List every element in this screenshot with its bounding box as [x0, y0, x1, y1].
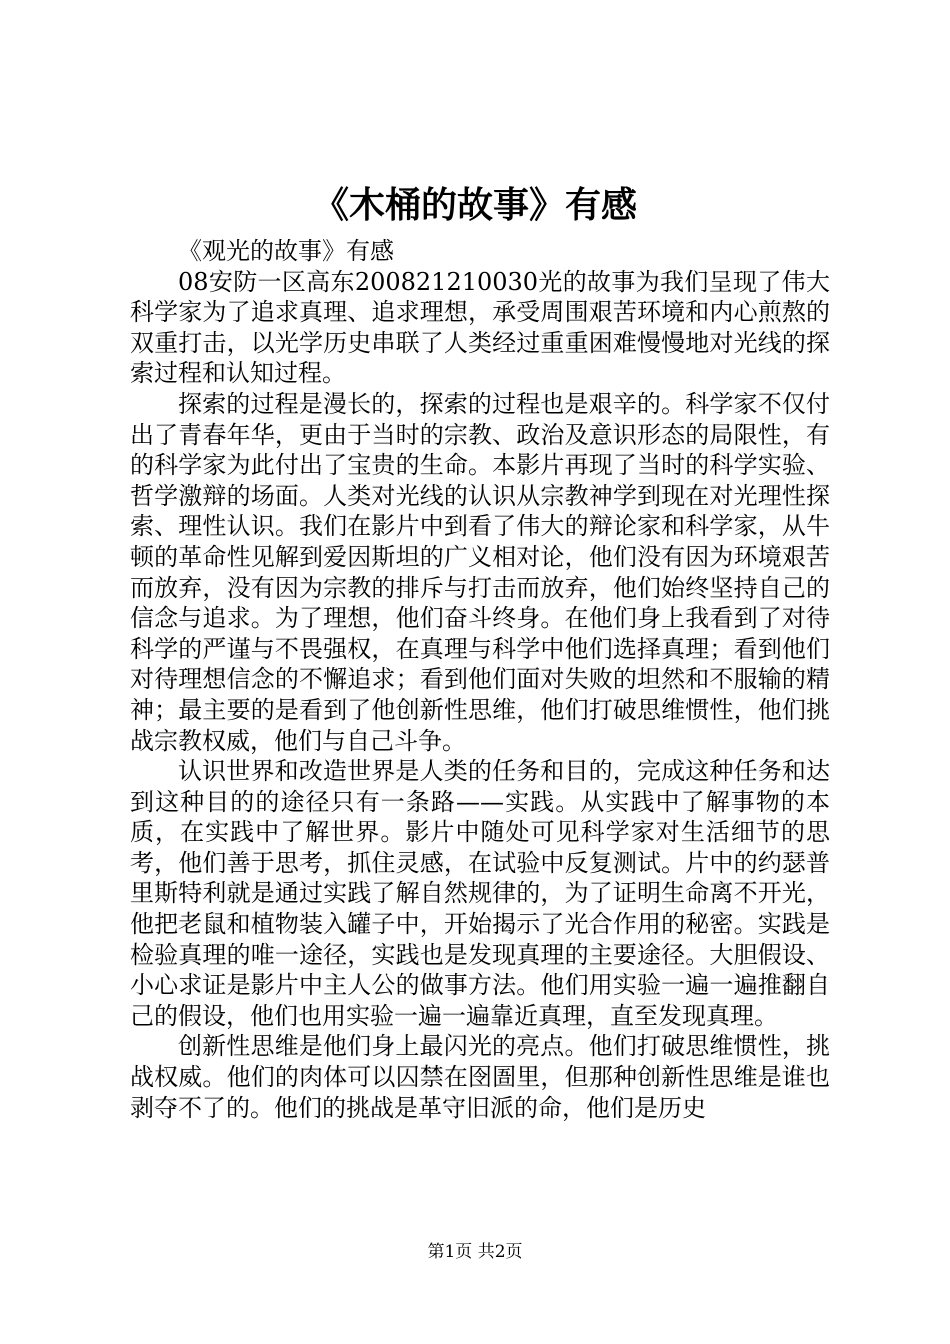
- paragraph-1: 08安防一区高东200821210030光的故事为我们呈现了伟大科学家为了追求真理、追求理想，承受周围艰苦环境和内心煎熬的双重打击，以光学历史串联了人类经过重重困难慢慢地对光线的探索过程和认知过程。: [130, 267, 830, 388]
- paragraph-2: 探索的过程是漫长的，探索的过程也是艰辛的。科学家不仅付出了青春年华，更由于当时的宗教、政治及意识形态的局限性，有的科学家为此付出了宝贵的生命。本影片再现了当时的科学实验、哲学激辩的场面。人类对光线的认识从宗教神学到现在对光理性探索、理性认识。我们在影片中到看了伟大的辩论家和科学家，从牛顿的革命性见解到爱因斯坦的广义相对论，他们没有因为环境艰苦而放弃，没有因为宗教的排斥与打击而放弃，他们始终坚持自己的信念与追求。为了理想，他们奋斗终身。在他们身上我看到了对待科学的严谨与不畏强权，在真理与科学中他们选择真理；看到他们对待理想信念的不懈追求；看到他们面对失败的坦然和不服输的精神；最主要的是看到了他创新性思维，他们打破思维惯性，他们挑战宗教权威，他们与自己斗争。: [130, 389, 830, 755]
- paragraph-4: 创新性思维是他们身上最闪光的亮点。他们打破思维惯性，挑战权威。他们的肉体可以囚禁在囹圄里，但那种创新性思维是谁也剥夺不了的。他们的挑战是革守旧派的命，他们是历史: [130, 1032, 830, 1122]
- paragraph-3: 认识世界和改造世界是人类的任务和目的，完成这种任务和达到这种目的的途径只有一条路——实践。从实践中了解事物的本质，在实践中了解世界。影片中随处可见科学家对生活细节的思考，他们善于思考，抓住灵感，在试验中反复测试。片中的约瑟普里斯特利就是通过实践了解自然规律的，为了证明生命离不开光，他把老鼠和植物装入罐子中，开始揭示了光合作用的秘密。实践是检验真理的唯一途径，实践也是发现真理的主要途径。大胆假设、小心求证是影片中主人公的做事方法。他们用实验一遍一遍推翻自己的假设，他们也用实验一遍一遍靠近真理，直至发现真理。: [130, 757, 830, 1030]
- document-body: [130, 236, 830, 1123]
- page-footer: 第1页 共2页: [427, 1242, 523, 1262]
- document-subtitle: 《观光的故事》有感: [178, 237, 394, 265]
- document-title: 《木桶的故事》有感: [312, 184, 637, 226]
